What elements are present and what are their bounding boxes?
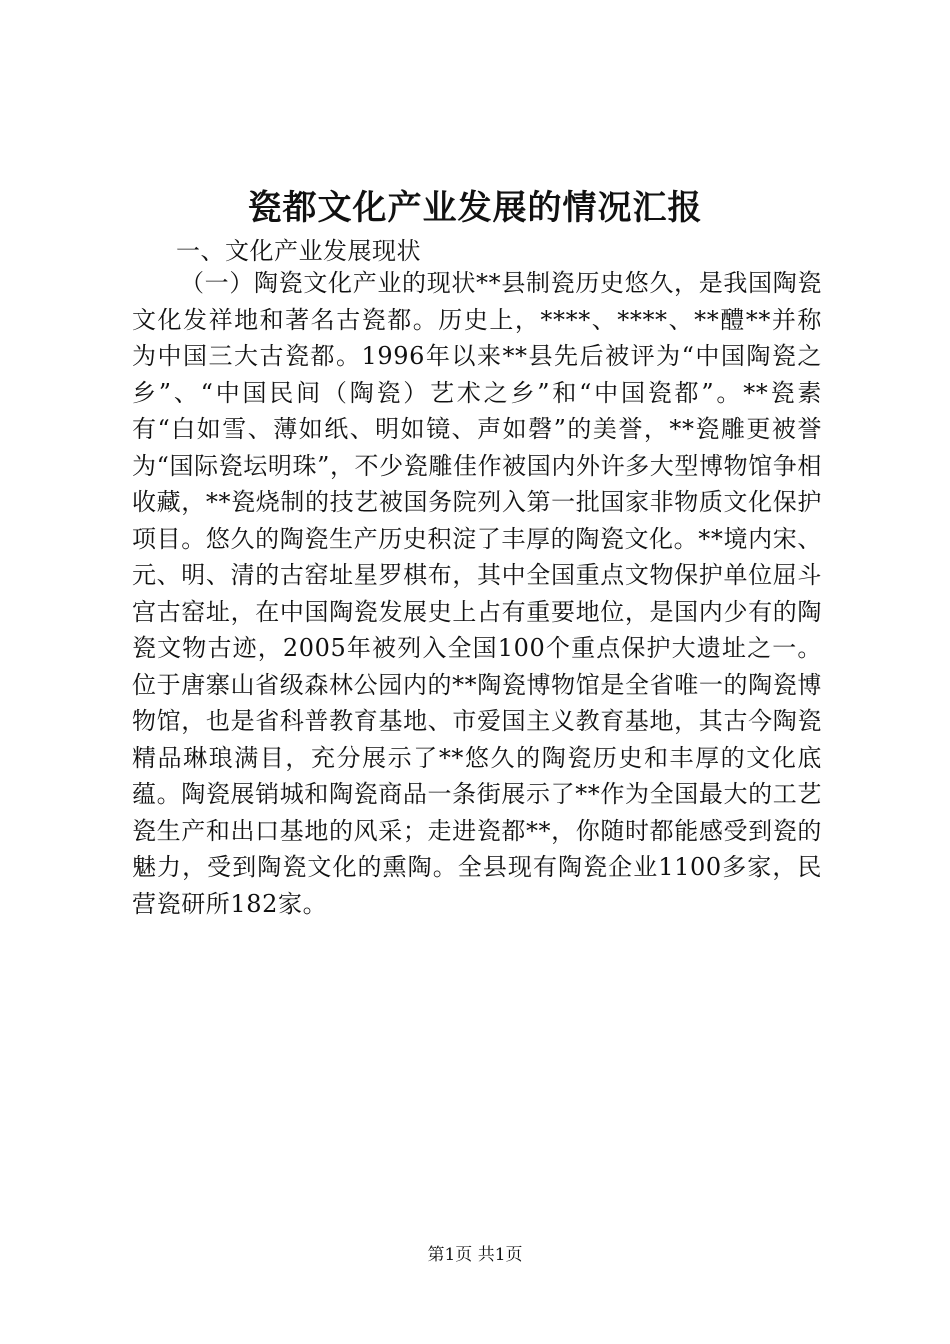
document-title: 瓷都文化产业发展的情况汇报 — [247, 188, 703, 228]
section-heading: 一、文化产业发展现状 — [176, 237, 421, 265]
page-number-footer: 第1页 共1页 — [427, 1245, 523, 1265]
body-paragraph: （一）陶瓷文化产业的现状**县制瓷历史悠久，是我国陶瓷文化发祥地和著名古瓷都。历史上，****、****、**醴**并称为中国三大古瓷都。1996年以来**县先后被评为“中国陶瓷之乡”、“中国民间（陶瓷）艺术之乡”和“中国瓷都”。**瓷素有“白如雪、薄如纸、明如镜、声如磬”的美誉，**瓷雕更被誉为“国际瓷坛明珠”，不少瓷雕佳作被国内外许多大型博物馆争相收藏，**瓷烧制的技艺被国务院列入第一批国家非物质文化保护项目。悠久的陶瓷生产历史积淀了丰厚的陶瓷文化。**境内宋、元、明、清的古窑址星罗棋布，其中全国重点文物保护单位屈斗宫古窑址，在中国陶瓷发展史上占有重要地位，是国内少有的陶瓷文物古迹，2005年被列入全国100个重点保护大遗址之一。位于唐寨山省级森林公园内的**陶瓷博物馆是全省唯一的陶瓷博物馆，也是省科普教育基地、市爱国主义教育基地，其古今陶瓷精品琳琅满目，充分展示了**悠久的陶瓷历史和丰厚的文化底蕴。陶瓷展销城和陶瓷商品一条街展示了**作为全国最大的工艺瓷生产和出口基地的风采；走进瓷都**，你随时都能感受到瓷的魅力，受到陶瓷文化的熏陶。全县现有陶瓷企业1100多家，民营瓷研所182家。 — [132, 269, 822, 918]
